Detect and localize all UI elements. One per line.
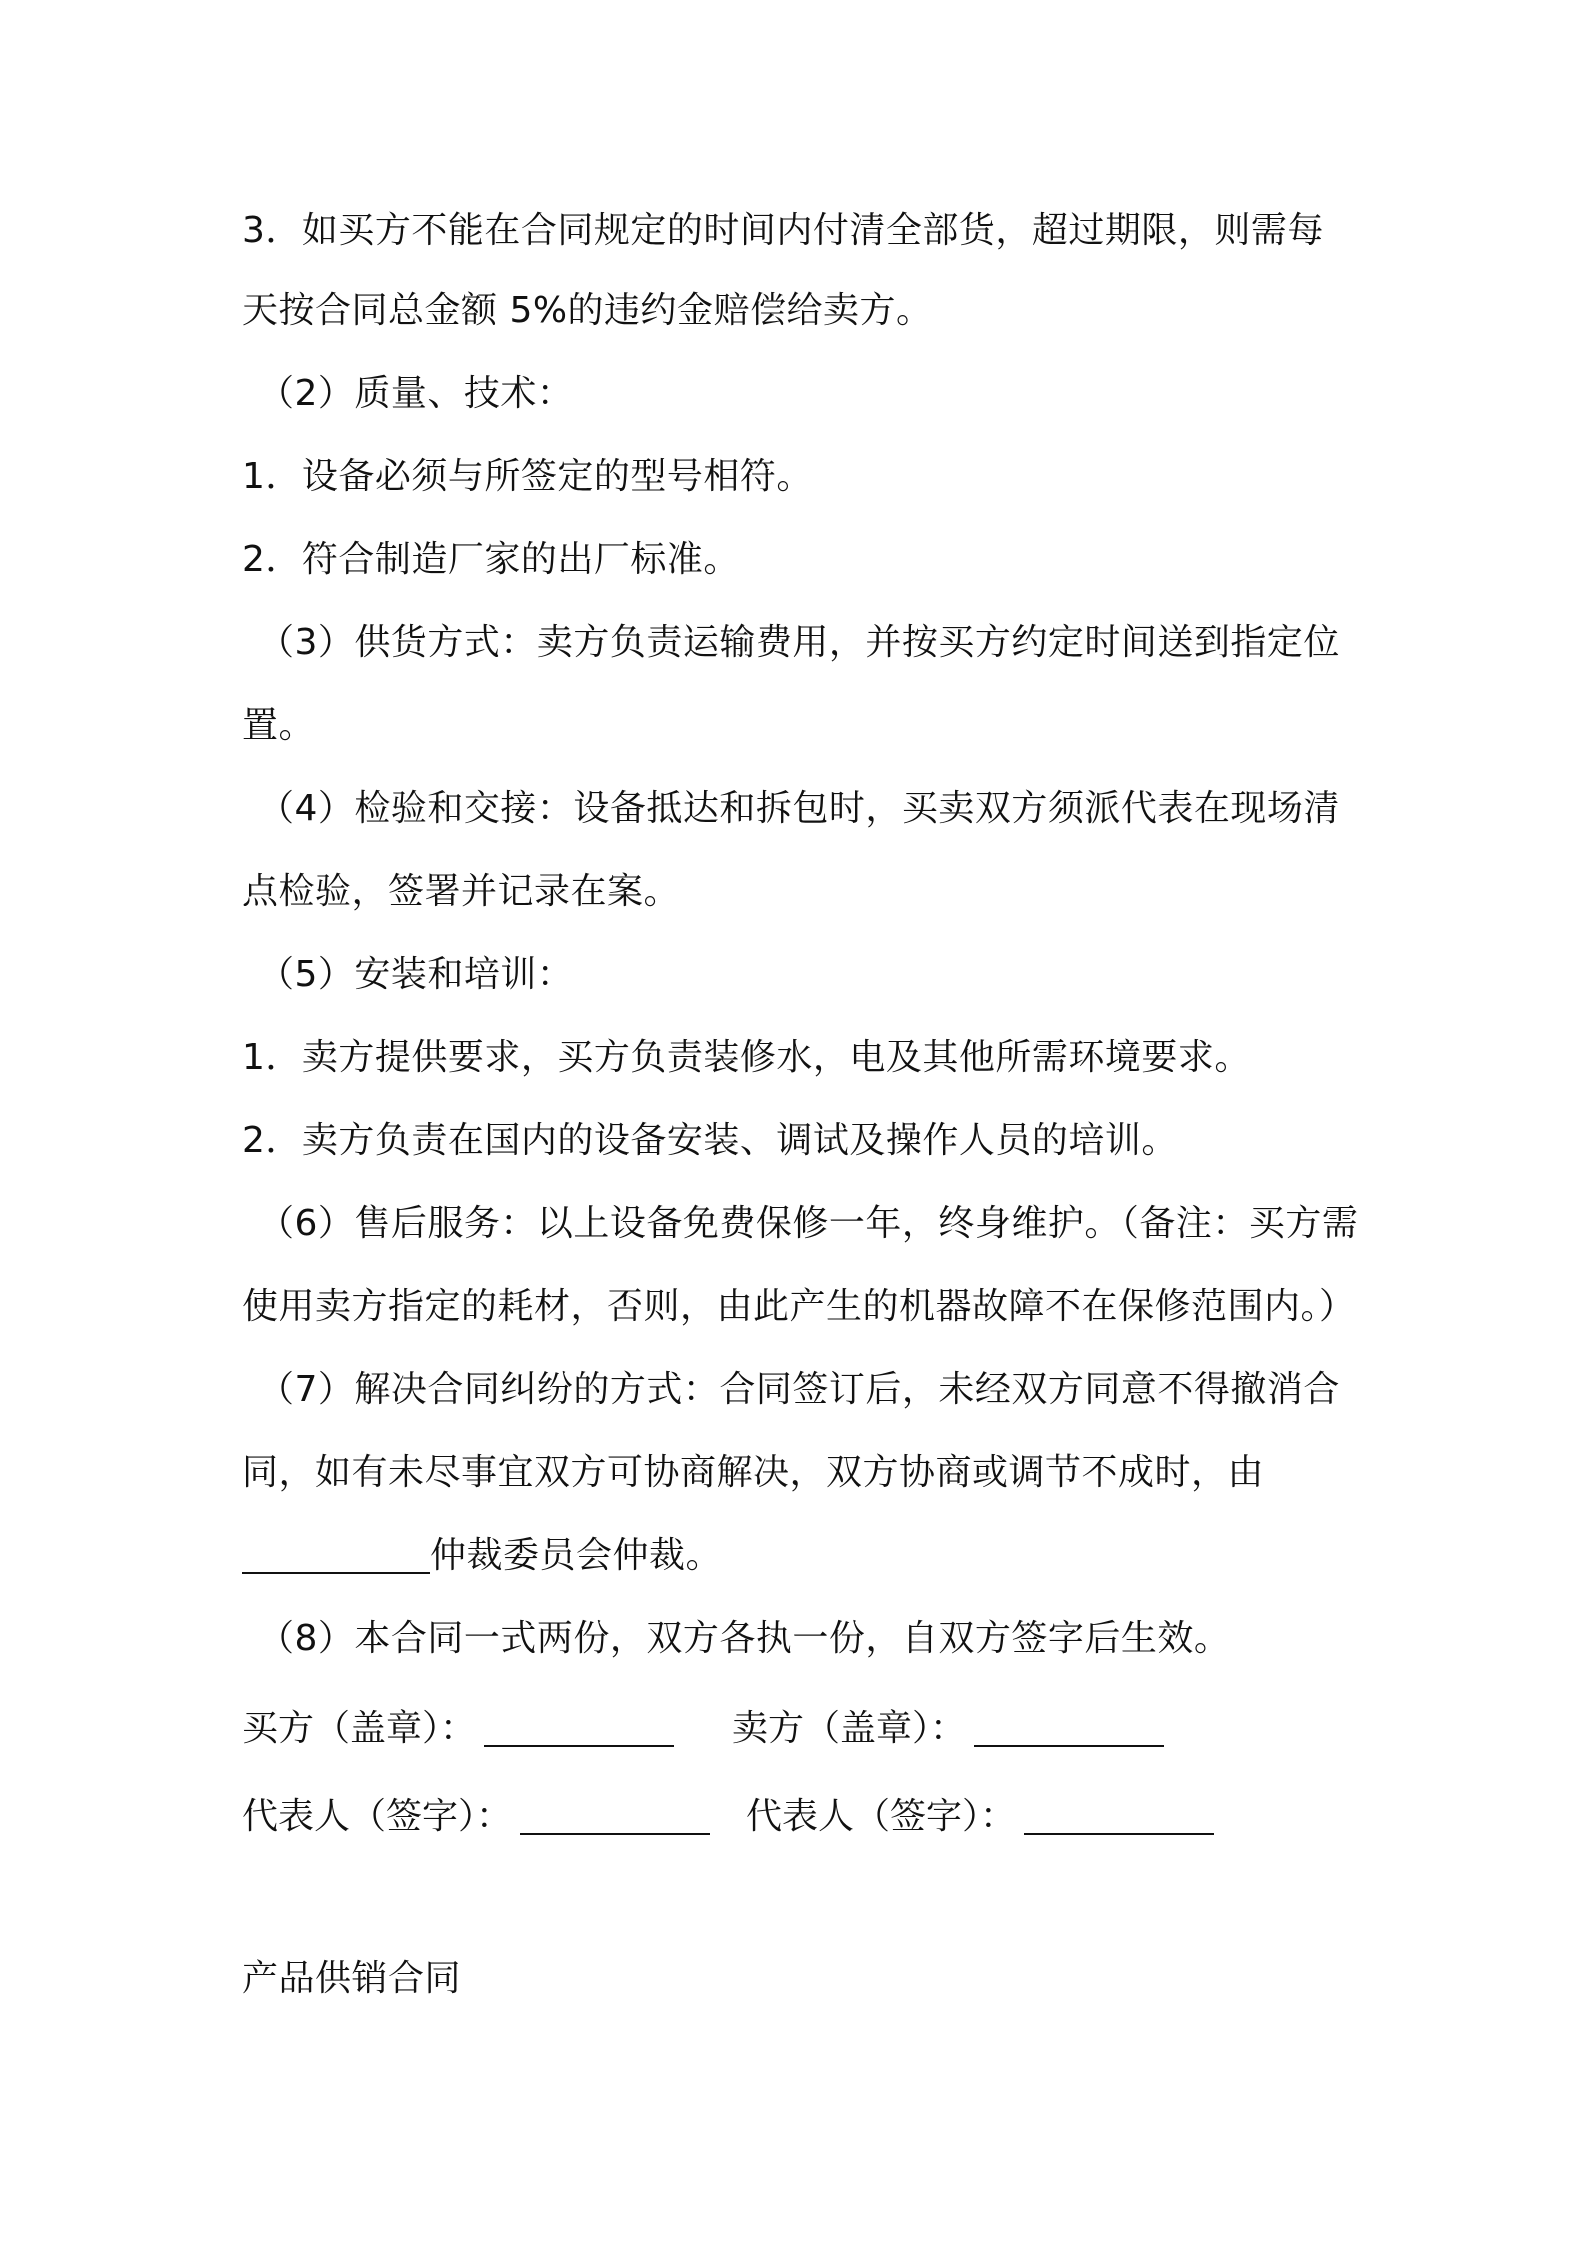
section-4-line-2: 点检验，签署并记录在案。 (242, 871, 681, 912)
arbitration-blank[interactable] (242, 1534, 430, 1574)
section-7-line-2: 同，如有未尽事宜双方可协商解决，双方协商或调节不成时，由 (242, 1452, 1265, 1493)
section-7-line-3 (242, 1532, 722, 1580)
seller-rep-group (746, 1793, 1214, 1841)
buyer-seal-label: 买方（盖章）： (242, 1708, 477, 1749)
buyer-seal-blank[interactable] (484, 1707, 674, 1747)
quality-item-1: 1．设备必须与所签定的型号相符。 (242, 456, 813, 497)
training-item-2: 2．卖方负责在国内的设备安装、调试及操作人员的培训。 (242, 1120, 1178, 1161)
section-2-heading: （2）质量、技术： (258, 373, 574, 414)
section-6-line-2: 使用卖方指定的耗材，否则，由此产生的机器故障不在保修范围内。） (242, 1286, 1356, 1327)
next-contract-title: 产品供销合同 (242, 1958, 462, 1999)
training-item-1: 1．卖方提供要求，买方负责装修水，电及其他所需环境要求。 (242, 1037, 1251, 1078)
seller-seal-blank[interactable] (974, 1707, 1164, 1747)
section-4-line-1: （4）检验和交接：设备抵达和拆包时，买卖双方须派代表在现场清 (258, 788, 1340, 829)
seller-seal-label: 卖方（盖章）： (732, 1708, 967, 1749)
seller-rep-blank[interactable] (1024, 1795, 1214, 1835)
buyer-rep-label: 代表人（签字）： (242, 1796, 513, 1837)
clause-3-line-2: 天按合同总金额 5%的违约金赔偿给卖方。 (242, 290, 933, 331)
section-3-line-2: 置。 (242, 705, 316, 746)
section-3-line-1: （3）供货方式：卖方负责运输费用，并按买方约定时间送到指定位 (258, 622, 1340, 663)
section-6-line-1: （6）售后服务：以上设备免费保修一年，终身维护。（备注：买方需 (258, 1203, 1359, 1244)
seal-signature-row (242, 1705, 1164, 1753)
seller-rep-label: 代表人（签字）： (746, 1796, 1017, 1837)
arbitration-suffix: 仲裁委员会仲裁。 (430, 1535, 723, 1576)
section-8: （8）本合同一式两份，双方各执一份，自双方签字后生效。 (258, 1618, 1231, 1659)
clause-3-line-1: 3．如买方不能在合同规定的时间内付清全部货，超过期限，则需每 (242, 210, 1324, 251)
quality-item-2: 2．符合制造厂家的出厂标准。 (242, 539, 740, 580)
buyer-rep-group (242, 1793, 710, 1841)
buyer-rep-blank[interactable] (520, 1795, 710, 1835)
section-7-line-1: （7）解决合同纠纷的方式：合同签订后，未经双方同意不得撤消合 (258, 1369, 1340, 1410)
buyer-seal-group (242, 1705, 674, 1753)
representative-signature-row (242, 1793, 1214, 1841)
section-5-heading: （5）安装和培训： (258, 954, 574, 995)
seller-seal-group (732, 1705, 1164, 1753)
